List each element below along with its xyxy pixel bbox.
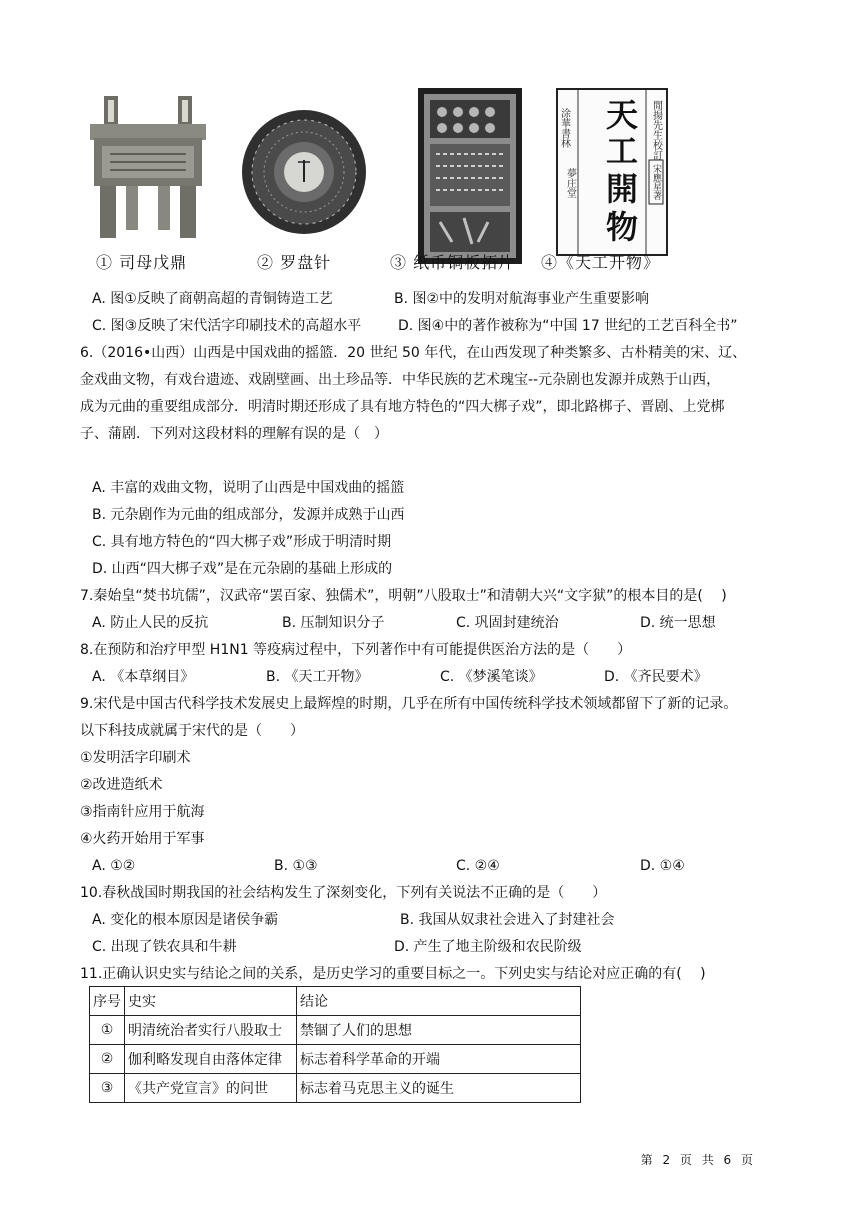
caption-tiangong-kaiwu: ④《天工开物》 xyxy=(541,253,661,272)
book-left-column-2: 夢庄堂 xyxy=(564,168,576,198)
table-cell: 标志着科学革命的开端 xyxy=(297,1045,581,1074)
caption-paper-money: ③ 纸币铜板拓片 xyxy=(390,253,516,272)
q10-option-b[interactable]: B. 我国从奴隶社会进入了封建社会 xyxy=(400,912,615,928)
book-left-column: 涂華書林 xyxy=(558,108,570,148)
q9-stem-line-1: 9.宋代是中国古代科学技术发展史上最辉煌的时期，几乎在所有中国传统科学技术领域都留下了新的记录。 xyxy=(80,696,738,712)
q11-stem: 11.正确认识史实与结论之间的关系，是历史学习的重要目标之一。下列史实与结论对应正确的有( ) xyxy=(80,966,706,982)
table-cell: 标志着马克思主义的诞生 xyxy=(297,1074,581,1103)
table-cell: ① xyxy=(90,1016,125,1045)
book-title-char-4: 物 xyxy=(606,208,639,246)
table-cell: 伽利略发现自由落体定律 xyxy=(125,1045,297,1074)
caption-compass: ② 罗盘针 xyxy=(257,253,332,272)
table-cell: 《共产党宣言》的问世 xyxy=(125,1074,297,1103)
q6-option-b[interactable]: B. 元杂剧作为元曲的组成部分，发源并成熟于山西 xyxy=(92,507,405,523)
table-cell: ② xyxy=(90,1045,125,1074)
q10-stem: 10.春秋战国时期我国的社会结构发生了深刻变化，下列有关说法不正确的是（ ） xyxy=(80,885,607,901)
book-title-char-1: 天 xyxy=(606,96,639,134)
figure-ding-vessel xyxy=(84,88,212,248)
q5-option-d[interactable]: D. 图④中的著作被称为“中国 17 世纪的工艺百科全书” xyxy=(398,318,738,334)
table-cell: 明清统治者实行八股取士 xyxy=(125,1016,297,1045)
q9-option-d[interactable]: D. ①④ xyxy=(640,858,685,874)
page-number-footer: 第 2 页 共 6 页 xyxy=(640,1153,756,1167)
q9-option-c[interactable]: C. ②④ xyxy=(456,858,500,874)
q8-stem: 8.在预防和治疗甲型 H1N1 等疫病过程中，下列著作中有可能提供医治方法的是（ ） xyxy=(80,642,632,658)
table-header-row xyxy=(90,987,581,1016)
q10-option-c[interactable]: C. 出现了铁农具和牛耕 xyxy=(92,939,237,955)
book-title-char-2: 工 xyxy=(606,132,639,170)
q6-option-a[interactable]: A. 丰富的戏曲文物，说明了山西是中国戏曲的摇篮 xyxy=(92,480,405,496)
q5-option-c[interactable]: C. 图③反映了宋代活字印刷技术的高超水平 xyxy=(92,318,362,334)
table-header-cell: 结论 xyxy=(297,987,581,1016)
q8-option-a[interactable]: A. 《本草纲目》 xyxy=(92,669,195,685)
q6-option-d[interactable]: D. 山西“四大梆子戏”是在元杂剧的基础上形成的 xyxy=(92,561,393,577)
q6-stem-line-4: 子、蒲剧．下列对这段材料的理解有误的是（ ） xyxy=(80,426,388,442)
q9-item-1: ①发明活字印刷术 xyxy=(80,750,191,766)
q9-option-b[interactable]: B. ①③ xyxy=(274,858,318,874)
q9-item-3: ③指南针应用于航海 xyxy=(80,804,205,820)
q5-option-b[interactable]: B. 图②中的发明对航海事业产生重要影响 xyxy=(394,291,650,307)
q5-option-a[interactable]: A. 图①反映了商朝高超的青铜铸造工艺 xyxy=(92,291,333,307)
q7-option-b[interactable]: B. 压制知识分子 xyxy=(282,615,385,631)
q7-stem: 7.秦始皇“焚书坑儒”，汉武帝“罢百家、独儒术”，明朝”八股取士”和清朝大兴“文字狱”的根本目的是( ) xyxy=(80,588,727,604)
q8-option-c[interactable]: C. 《梦溪笔谈》 xyxy=(440,669,543,685)
figure-tiangong-kaiwu-cover xyxy=(556,88,668,248)
q8-option-b[interactable]: B. 《天工开物》 xyxy=(266,669,369,685)
figure-compass-disc xyxy=(240,88,368,248)
book-title-char-3: 開 xyxy=(606,170,639,208)
book-right-column: 閒揚先生校訂 xyxy=(650,100,662,160)
q6-stem-line-2: 金戏曲文物，有戏台遗迹、戏剧壁画、出土珍品等．中华民族的艺术瑰宝--元杂剧也发源并成熟于山西， xyxy=(80,372,721,388)
q7-option-c[interactable]: C. 巩固封建统治 xyxy=(456,615,559,631)
q10-option-d[interactable]: D. 产生了地主阶级和农民阶级 xyxy=(394,939,582,955)
q9-stem-line-2: 以下科技成就属于宋代的是（ ） xyxy=(80,723,304,739)
table-row xyxy=(90,1045,581,1074)
table-cell: ③ xyxy=(90,1074,125,1103)
book-seal: 宋應星著 xyxy=(651,164,661,200)
table-row xyxy=(90,1016,581,1045)
q6-option-c[interactable]: C. 具有地方特色的“四大梆子戏”形成于明清时期 xyxy=(92,534,392,550)
q11-facts-table xyxy=(89,986,581,1103)
q9-item-4: ④火药开始用于军事 xyxy=(80,831,205,847)
table-cell: 禁锢了人们的思想 xyxy=(297,1016,581,1045)
q7-option-d[interactable]: D. 统一思想 xyxy=(640,615,716,631)
q7-option-a[interactable]: A. 防止人民的反抗 xyxy=(92,615,209,631)
table-header-cell: 史实 xyxy=(125,987,297,1016)
q8-option-d[interactable]: D. 《齐民要术》 xyxy=(604,669,708,685)
caption-ding: ① 司母戊鼎 xyxy=(96,253,188,272)
table-header-cell: 序号 xyxy=(90,987,125,1016)
q6-stem-line-1: 6.（2016•山西）山西是中国戏曲的摇篮．20 世纪 50 年代，在山西发现了种类繁多、古朴精美的宋、辽、 xyxy=(80,345,747,361)
q9-item-2: ②改进造纸术 xyxy=(80,777,163,793)
q9-option-a[interactable]: A. ①② xyxy=(92,858,136,874)
table-row xyxy=(90,1074,581,1103)
figure-paper-money-print xyxy=(418,88,522,248)
q10-option-a[interactable]: A. 变化的根本原因是诸侯争霸 xyxy=(92,912,279,928)
q6-stem-line-3: 成为元曲的重要组成部分．明清时期还形成了具有地方特色的“四大梆子戏”，即北路梆子、晋剧、上党梆 xyxy=(80,399,725,415)
